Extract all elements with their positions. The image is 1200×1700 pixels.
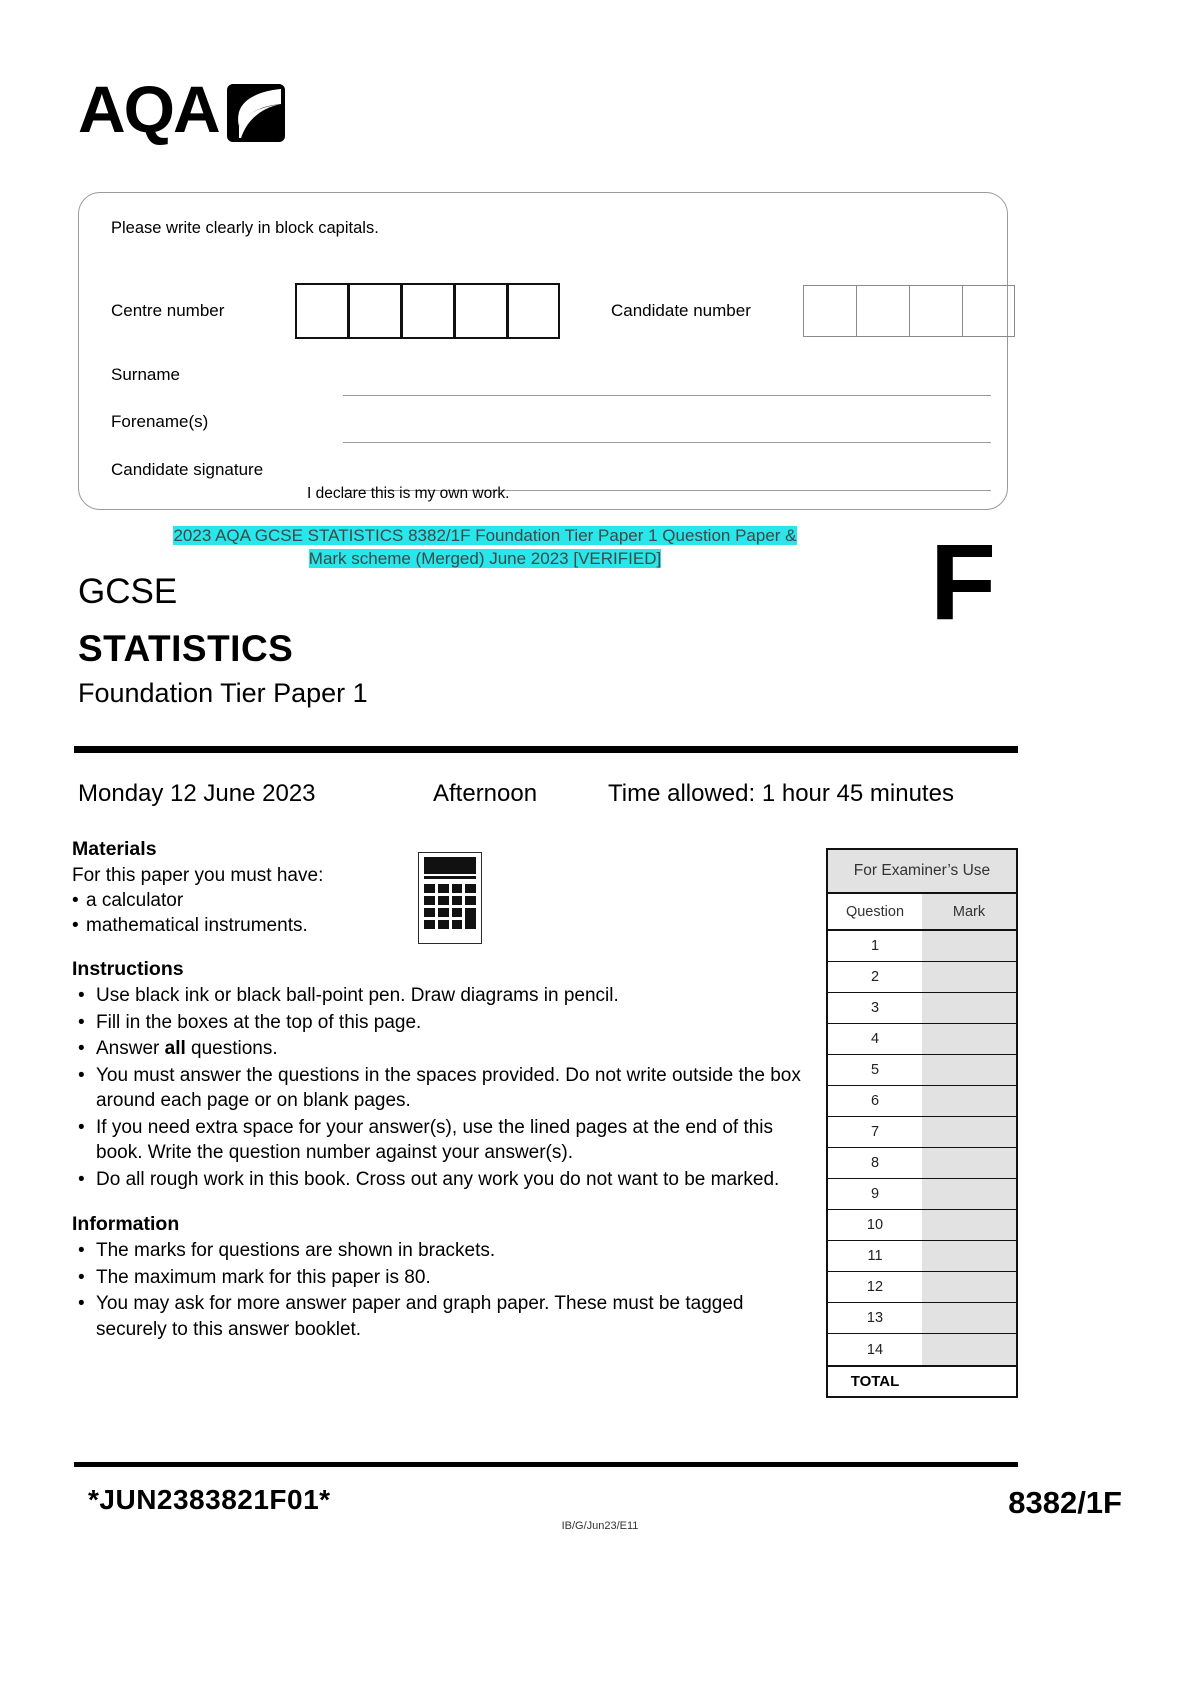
banner-line-2: Mark scheme (Merged) June 2023 [VERIFIED]	[308, 549, 662, 568]
centre-number-label: Centre number	[111, 301, 225, 320]
table-row	[828, 993, 1016, 1024]
mark-entry-cell[interactable]	[922, 962, 1016, 992]
table-row	[828, 1055, 1016, 1086]
total-mark-cell[interactable]	[922, 1367, 1016, 1396]
mark-entry-cell[interactable]	[922, 1024, 1016, 1054]
table-row	[828, 1272, 1016, 1303]
question-number-cell: 6	[870, 1093, 880, 1109]
table-row	[828, 1303, 1016, 1334]
table-row	[828, 1148, 1016, 1179]
mark-entry-cell[interactable]	[922, 931, 1016, 961]
instructions-item: • If you need extra space for your answer(s), use the lined pages at the end of this book. Write the question number against your answer(s).	[72, 1115, 802, 1166]
centre-number-cell[interactable]	[401, 283, 454, 339]
mark-entry-cell[interactable]	[922, 1334, 1016, 1365]
instructions-item: • You must answer the questions in the spaces provided. Do not write outside the box around each page or on blank pages.	[72, 1063, 802, 1114]
mark-entry-cell[interactable]	[922, 1241, 1016, 1271]
surname-label: Surname	[111, 365, 180, 384]
examiner-table-title: For Examiner’s Use	[828, 850, 1016, 894]
exam-session: Afternoon	[433, 780, 538, 807]
candidate-signature-label: Candidate signature	[111, 460, 264, 479]
instructions-list	[72, 983, 802, 1192]
table-row	[828, 1024, 1016, 1055]
column-header-question: Question	[845, 903, 905, 920]
centre-number-cell[interactable]	[454, 283, 507, 339]
footer-divider	[74, 1462, 1018, 1467]
information-list	[72, 1238, 802, 1342]
question-number-cell: 14	[866, 1341, 884, 1358]
candidate-details-box	[78, 192, 1008, 510]
candidate-number-cell[interactable]	[803, 285, 856, 337]
candidate-number-label: Candidate number	[611, 301, 751, 320]
materials-item: • a calculator	[72, 888, 802, 913]
mark-entry-cell[interactable]	[922, 1210, 1016, 1240]
candidate-number-cell[interactable]	[856, 285, 909, 337]
examiner-table-body	[828, 931, 1016, 1365]
signature-field-row[interactable]	[111, 460, 991, 504]
exam-time-allowed: Time allowed: 1 hour 45 minutes	[608, 780, 954, 807]
ib-code: IB/G/Jun23/E11	[561, 1520, 639, 1532]
table-row	[828, 931, 1016, 962]
candidate-number-cell[interactable]	[962, 285, 1015, 337]
centre-number-cell[interactable]	[295, 283, 348, 339]
question-number-cell: 8	[870, 1155, 880, 1171]
forenames-field-row[interactable]	[111, 412, 991, 456]
aqa-leaf-mark-icon	[225, 82, 287, 149]
examiner-use-table	[826, 848, 1018, 1398]
question-number-cell: 2	[870, 969, 880, 985]
paper-subtitle: Foundation Tier Paper 1	[78, 678, 368, 708]
question-number-cell: 3	[870, 1000, 880, 1016]
instructions-heading: Instructions	[72, 958, 184, 980]
question-number-cell: 11	[867, 1248, 883, 1264]
aqa-logo-text: AQA	[78, 72, 219, 146]
question-number-cell: 1	[870, 938, 880, 954]
total-label: TOTAL	[850, 1373, 900, 1390]
mark-entry-cell[interactable]	[922, 1303, 1016, 1333]
materials-heading: Materials	[72, 838, 157, 860]
instructions-item-answer-all: • Answer all questions.	[72, 1036, 802, 1062]
centre-number-cell[interactable]	[507, 283, 560, 339]
instructions-column	[72, 838, 802, 1343]
mark-entry-cell[interactable]	[922, 1179, 1016, 1209]
mark-entry-cell[interactable]	[922, 1272, 1016, 1302]
exam-date: Monday 12 June 2023	[78, 780, 316, 807]
table-row	[828, 1086, 1016, 1117]
instructions-item: • Use black ink or black ball-point pen. Draw diagrams in pencil.	[72, 983, 802, 1009]
question-number-cell: 4	[870, 1031, 880, 1047]
banner-line-1: 2023 AQA GCSE STATISTICS 8382/1F Foundation Tier Paper 1 Question Paper &	[173, 526, 797, 545]
table-row	[828, 1117, 1016, 1148]
qualification-title: GCSE	[78, 572, 178, 611]
highlighted-annotation-banner	[100, 524, 870, 570]
materials-item: • mathematical instruments.	[72, 913, 802, 938]
examiner-table-header-row	[828, 894, 1016, 931]
forenames-input-line[interactable]	[343, 442, 991, 443]
barcode-text: *JUN2383821F01*	[88, 1484, 331, 1515]
paper-code: 8382/1F	[1008, 1485, 1122, 1520]
information-item: • The maximum mark for this paper is 80.	[72, 1265, 802, 1291]
mark-entry-cell[interactable]	[922, 1086, 1016, 1116]
mark-entry-cell[interactable]	[922, 993, 1016, 1023]
materials-intro: For this paper you must have:	[72, 865, 324, 886]
subject-title: STATISTICS	[78, 628, 294, 669]
header-divider	[74, 746, 1018, 753]
table-row	[828, 1179, 1016, 1210]
information-item: • The marks for questions are shown in brackets.	[72, 1238, 802, 1264]
table-row	[828, 1210, 1016, 1241]
instructions-item: • Do all rough work in this book. Cross out any work you do not want to be marked.	[72, 1167, 802, 1193]
information-heading: Information	[72, 1213, 180, 1235]
instructions-item: • Fill in the boxes at the top of this page.	[72, 1010, 802, 1036]
table-row	[828, 1241, 1016, 1272]
table-row	[828, 1334, 1016, 1365]
tier-letter-marker: F	[930, 521, 996, 642]
candidate-number-cell[interactable]	[909, 285, 962, 337]
information-item: • You may ask for more answer paper and graph paper. These must be tagged securely to this answer booklet.	[72, 1291, 802, 1342]
centre-number-cell[interactable]	[348, 283, 401, 339]
question-number-cell: 9	[870, 1186, 880, 1202]
question-number-cell: 13	[866, 1310, 884, 1326]
mark-entry-cell[interactable]	[922, 1055, 1016, 1085]
question-number-cell: 7	[870, 1124, 880, 1140]
examiner-table-total-row	[828, 1365, 1016, 1396]
aqa-logo	[78, 72, 287, 149]
number-fields-row	[111, 283, 991, 341]
materials-list	[72, 888, 802, 938]
centre-number-input[interactable]	[295, 283, 560, 339]
surname-input-line[interactable]	[343, 395, 991, 396]
question-number-cell: 5	[870, 1062, 880, 1078]
mark-entry-cell[interactable]	[922, 1117, 1016, 1147]
question-number-cell: 12	[866, 1279, 884, 1295]
surname-field-row[interactable]	[111, 365, 991, 409]
question-number-cell: 10	[866, 1217, 884, 1233]
table-row	[828, 962, 1016, 993]
block-capitals-instruction: Please write clearly in block capitals.	[111, 219, 379, 237]
forenames-label: Forename(s)	[111, 412, 209, 431]
mark-entry-cell[interactable]	[922, 1148, 1016, 1178]
candidate-number-input[interactable]	[803, 285, 1015, 337]
declaration-text: I declare this is my own work.	[307, 485, 510, 502]
column-header-mark: Mark	[922, 894, 1016, 929]
